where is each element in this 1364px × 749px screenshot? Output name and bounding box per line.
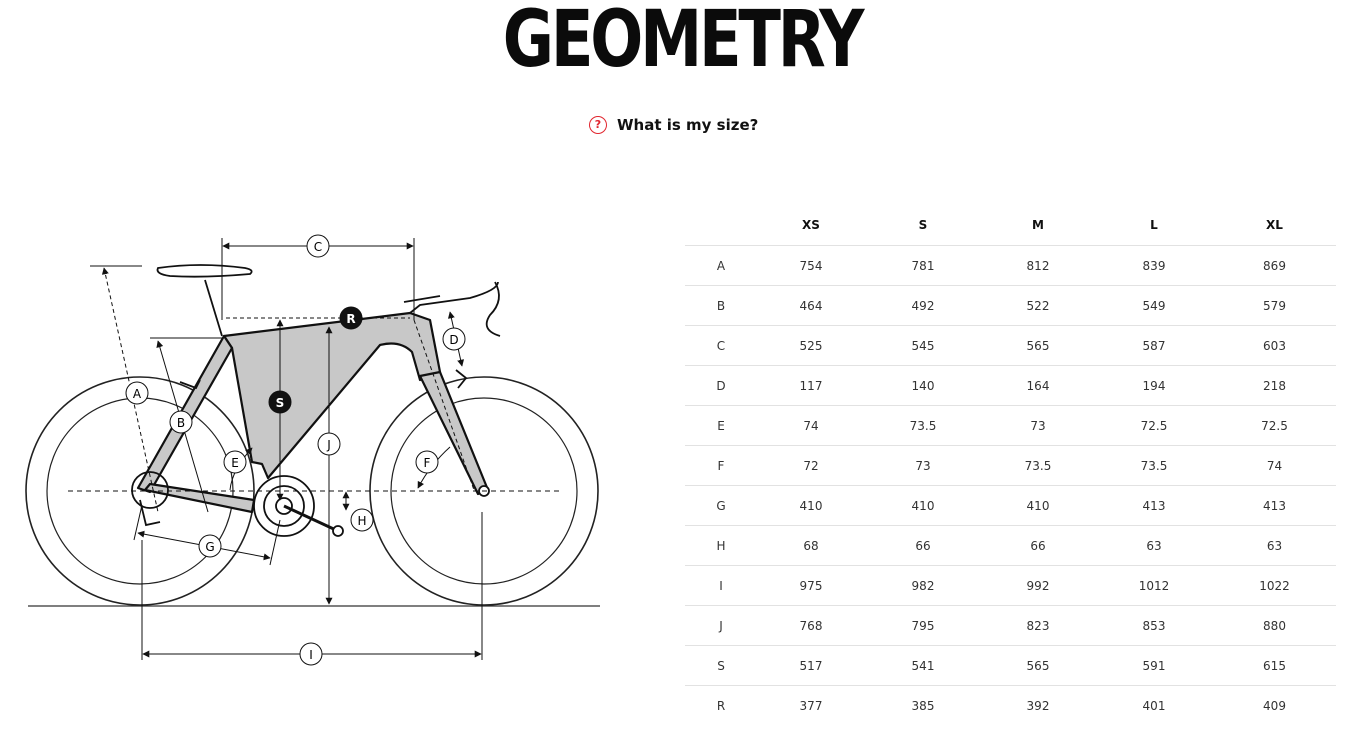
table-cell: 565 bbox=[981, 326, 1095, 366]
table-row bbox=[685, 606, 1336, 646]
table-cell: 63 bbox=[1095, 526, 1213, 566]
question-circle-icon: ? bbox=[589, 116, 607, 134]
table-cell: 565 bbox=[981, 646, 1095, 686]
svg-text:R: R bbox=[346, 312, 356, 326]
table-cell: 579 bbox=[1213, 286, 1336, 326]
label-j bbox=[318, 433, 340, 455]
row-label: J bbox=[685, 606, 757, 646]
table-cell: 413 bbox=[1213, 486, 1336, 526]
table-cell: 545 bbox=[865, 326, 981, 366]
label-c bbox=[307, 235, 329, 257]
table-cell: 410 bbox=[757, 486, 865, 526]
svg-text:F: F bbox=[423, 456, 431, 470]
svg-text:D: D bbox=[449, 333, 459, 347]
table-cell: 522 bbox=[981, 286, 1095, 326]
row-label: H bbox=[685, 526, 757, 566]
svg-text:A: A bbox=[132, 387, 142, 401]
table-row bbox=[685, 526, 1336, 566]
svg-text:J: J bbox=[327, 438, 331, 452]
table-row bbox=[685, 686, 1336, 726]
svg-text:H: H bbox=[357, 514, 367, 528]
table-cell: 517 bbox=[757, 646, 865, 686]
table-cell: 401 bbox=[1142, 698, 1166, 713]
table-cell: 72.5 bbox=[1213, 406, 1336, 446]
table-cell: 409 bbox=[1263, 698, 1286, 713]
table-cell: 541 bbox=[865, 646, 981, 686]
table-cell: 823 bbox=[981, 606, 1095, 646]
table-body bbox=[685, 246, 1336, 726]
table-cell: 72.5 bbox=[1095, 406, 1213, 446]
table-cell: 72 bbox=[757, 446, 865, 486]
row-label: A bbox=[685, 246, 757, 286]
table-cell: 117 bbox=[757, 366, 865, 406]
column-header: M bbox=[981, 205, 1095, 246]
table-cell: 218 bbox=[1213, 366, 1336, 406]
row-label: C bbox=[685, 326, 757, 366]
table-row bbox=[685, 246, 1336, 286]
table-cell: 73.5 bbox=[981, 446, 1095, 486]
row-label: E bbox=[685, 406, 757, 446]
table-cell: 869 bbox=[1213, 246, 1336, 286]
table-cell: 63 bbox=[1213, 526, 1336, 566]
table-cell: 603 bbox=[1213, 326, 1336, 366]
table-cell: 66 bbox=[865, 526, 981, 566]
table-cell: 754 bbox=[757, 246, 865, 286]
table-cell: 587 bbox=[1095, 326, 1213, 366]
table-cell: 410 bbox=[981, 486, 1095, 526]
table-cell: 839 bbox=[1095, 246, 1213, 286]
row-label: F bbox=[685, 446, 757, 486]
table-row bbox=[685, 366, 1336, 406]
column-header: XS bbox=[757, 205, 865, 246]
label-h bbox=[351, 509, 373, 531]
table-cell: 392 bbox=[1026, 698, 1050, 713]
svg-text:G: G bbox=[205, 540, 215, 554]
row-label: R bbox=[716, 698, 726, 713]
table-cell: 74 bbox=[1213, 446, 1336, 486]
table-cell: 73 bbox=[865, 446, 981, 486]
svg-text:C: C bbox=[313, 240, 323, 254]
label-a bbox=[126, 382, 148, 404]
table-cell: 73.5 bbox=[865, 406, 981, 446]
bike-frame bbox=[138, 313, 488, 512]
table-cell: 795 bbox=[865, 606, 981, 646]
svg-text:E: E bbox=[231, 456, 239, 470]
size-help-label: What is my size? bbox=[617, 116, 759, 134]
size-help-link[interactable] bbox=[589, 114, 758, 136]
column-header: XL bbox=[1213, 205, 1336, 246]
row-label: D bbox=[685, 366, 757, 406]
table-cell: 410 bbox=[865, 486, 981, 526]
table-cell: 74 bbox=[757, 406, 865, 446]
table-row bbox=[685, 286, 1336, 326]
table-row bbox=[685, 646, 1336, 686]
svg-text:I: I bbox=[309, 648, 313, 662]
label-f bbox=[416, 451, 438, 473]
column-header: S bbox=[865, 205, 981, 246]
label-d bbox=[443, 328, 465, 350]
table-row bbox=[685, 406, 1336, 446]
page-title: GEOMETRY bbox=[502, 0, 862, 85]
table-cell: 812 bbox=[981, 246, 1095, 286]
table-cell: 982 bbox=[865, 566, 981, 606]
table-cell: 975 bbox=[757, 566, 865, 606]
table-cell: 140 bbox=[865, 366, 981, 406]
row-label: I bbox=[685, 566, 757, 606]
label-g bbox=[199, 535, 221, 557]
table-cell: 549 bbox=[1095, 286, 1213, 326]
table-cell: 73.5 bbox=[1095, 446, 1213, 486]
table-cell: 1012 bbox=[1095, 566, 1213, 606]
table-cell: 1022 bbox=[1213, 566, 1336, 606]
row-label: S bbox=[685, 646, 757, 686]
table-cell: 66 bbox=[981, 526, 1095, 566]
table-cell: 880 bbox=[1213, 606, 1336, 646]
table-header-row bbox=[685, 205, 1336, 246]
dimension-lines bbox=[68, 238, 560, 660]
table-cell: 768 bbox=[757, 606, 865, 646]
table-cell: 853 bbox=[1095, 606, 1213, 646]
column-header bbox=[685, 205, 757, 246]
svg-text:B: B bbox=[176, 416, 186, 430]
label-s bbox=[269, 391, 291, 413]
table-cell: 492 bbox=[865, 286, 981, 326]
table-cell: 377 bbox=[799, 698, 823, 713]
row-label: G bbox=[685, 486, 757, 526]
table-cell: 413 bbox=[1095, 486, 1213, 526]
table-cell: 591 bbox=[1095, 646, 1213, 686]
table-cell: 385 bbox=[911, 698, 935, 713]
table-cell: 781 bbox=[865, 246, 981, 286]
table-cell: 73 bbox=[981, 406, 1095, 446]
table-cell: 525 bbox=[757, 326, 865, 366]
table-row bbox=[685, 326, 1336, 366]
table-cell: 615 bbox=[1213, 646, 1336, 686]
label-b bbox=[170, 411, 192, 433]
label-r bbox=[340, 307, 362, 329]
table-row bbox=[685, 486, 1336, 526]
column-header: L bbox=[1095, 205, 1213, 246]
table-cell: 464 bbox=[757, 286, 865, 326]
table-cell: 194 bbox=[1095, 366, 1213, 406]
svg-text:S: S bbox=[275, 396, 285, 410]
row-label: B bbox=[685, 286, 757, 326]
label-i bbox=[300, 643, 322, 665]
label-e bbox=[224, 451, 246, 473]
table-row bbox=[685, 446, 1336, 486]
table-cell: 164 bbox=[981, 366, 1095, 406]
geometry-table bbox=[685, 205, 1336, 725]
table-cell: 992 bbox=[981, 566, 1095, 606]
bike-geometry-diagram bbox=[20, 226, 610, 676]
table-row bbox=[685, 566, 1336, 606]
table-cell: 68 bbox=[757, 526, 865, 566]
